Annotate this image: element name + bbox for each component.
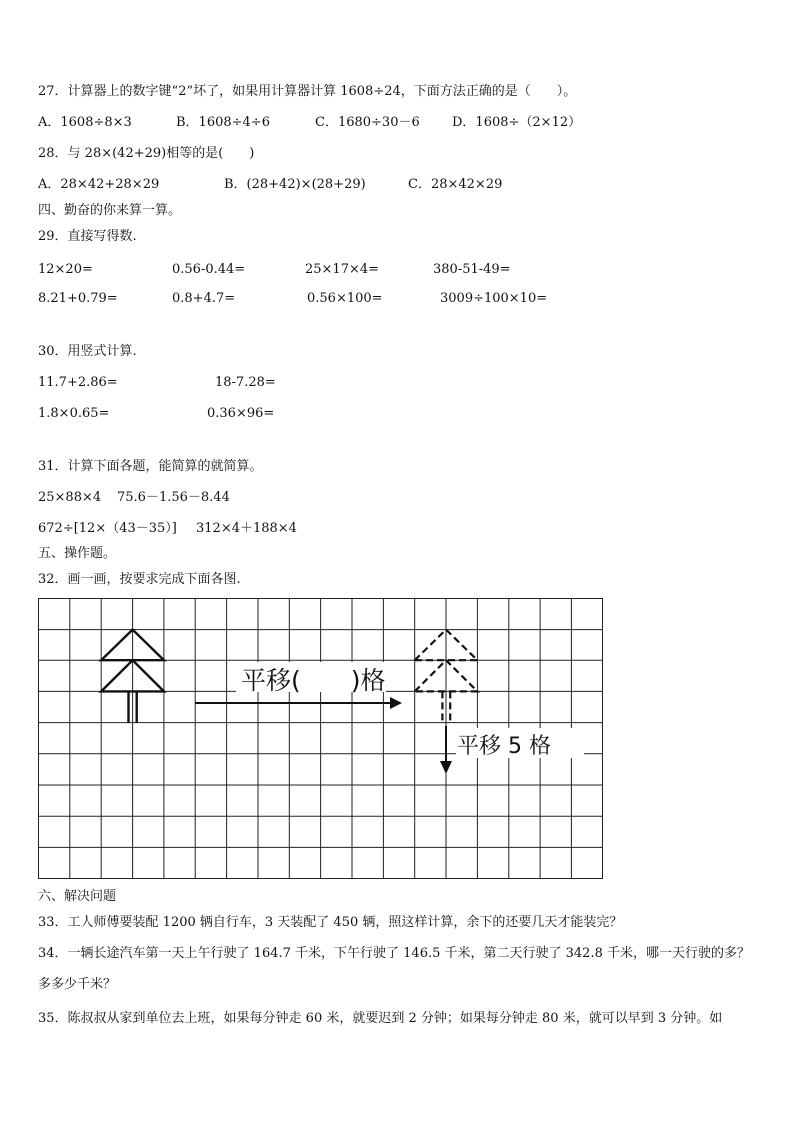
question-30: 30．用竖式计算.	[38, 344, 137, 359]
q29-r2-c4: 3009÷100×10=	[440, 291, 548, 306]
question-32: 32．画一画，按要求完成下面各图.	[38, 572, 241, 587]
question-34-line-2: 多多少千米？	[38, 977, 117, 992]
q31-r2-c2: 312×4＋188×4	[196, 521, 297, 536]
question-27: 27．计算器上的数字键“2”坏了，如果用计算器计算 1608÷24，下面方法正确的是（ ）。	[38, 84, 577, 99]
q29-r2-c1: 8.21+0.79=	[38, 291, 118, 306]
q27-option-b: B．1608÷4÷6	[176, 115, 270, 130]
section-4-heading: 四、勤奋的你来算一算。	[38, 203, 182, 218]
q27-option-c: C．1680÷30－6	[315, 115, 420, 130]
question-34-line-1: 34．一辆长途汽车第一天上午行驶了 164.7 千米，下午行驶了 146.5 千米，第二天行驶了 342.8 千米，哪一天行驶的多？	[38, 946, 750, 961]
question-28: 28．与 28×(42+29)相等的是( )	[38, 146, 255, 161]
section-5-heading: 五、操作题。	[38, 546, 117, 561]
question-29: 29．直接写得数.	[38, 229, 137, 244]
q29-r1-c3: 25×17×4=	[305, 262, 380, 277]
question-31: 31．计算下面各题，能简算的就简算。	[38, 459, 263, 474]
q31-r2-c1: 672÷[12×（43－35）]	[38, 521, 177, 536]
q28-option-a: A．28×42+28×29	[38, 177, 160, 192]
translation-grid-figure	[38, 598, 606, 882]
q30-r1-c2: 18-7.28=	[215, 375, 276, 390]
section-6-heading: 六、解决问题	[38, 889, 117, 904]
down-arrow-head	[440, 761, 452, 774]
q27-option-a: A．1608÷8×3	[38, 115, 132, 130]
q29-r2-c2: 0.8+4.7=	[172, 291, 236, 306]
q30-r2-c1: 1.8×0.65=	[38, 406, 110, 421]
q30-r2-c2: 0.36×96=	[207, 406, 275, 421]
q29-r1-c2: 0.56-0.44=	[172, 262, 246, 277]
q30-r1-c1: 11.7+2.86=	[38, 375, 118, 390]
question-35: 35．陈叔叔从家到单位去上班，如果每分钟走 60 米，就要迟到 2 分钟；如果每分钟走 80 米，就可以早到 3 分钟。如	[38, 1011, 723, 1026]
q28-option-b: B．(28+42)×(28+29)	[224, 177, 366, 192]
q31-r1-c1: 25×88×4	[38, 490, 102, 505]
q29-r2-c3: 0.56×100=	[307, 291, 383, 306]
label-translate-5: 平移 5 格	[457, 734, 551, 759]
q31-r1-c2: 75.6－1.56－8.44	[117, 490, 230, 505]
q29-r1-c4: 380-51-49=	[433, 262, 511, 277]
question-33: 33．工人师傅要装配 1200 辆自行车，3 天装配了 450 辆，照这样计算，余下的还要几天才能装完？	[38, 915, 623, 930]
q28-option-c: C．28×42×29	[408, 177, 503, 192]
label-translate-blank: 平移( )格	[241, 666, 386, 695]
right-arrow-head	[390, 697, 402, 709]
q27-option-d: D．1608÷（2×12）	[452, 115, 582, 130]
q29-r1-c1: 12×20=	[38, 262, 93, 277]
